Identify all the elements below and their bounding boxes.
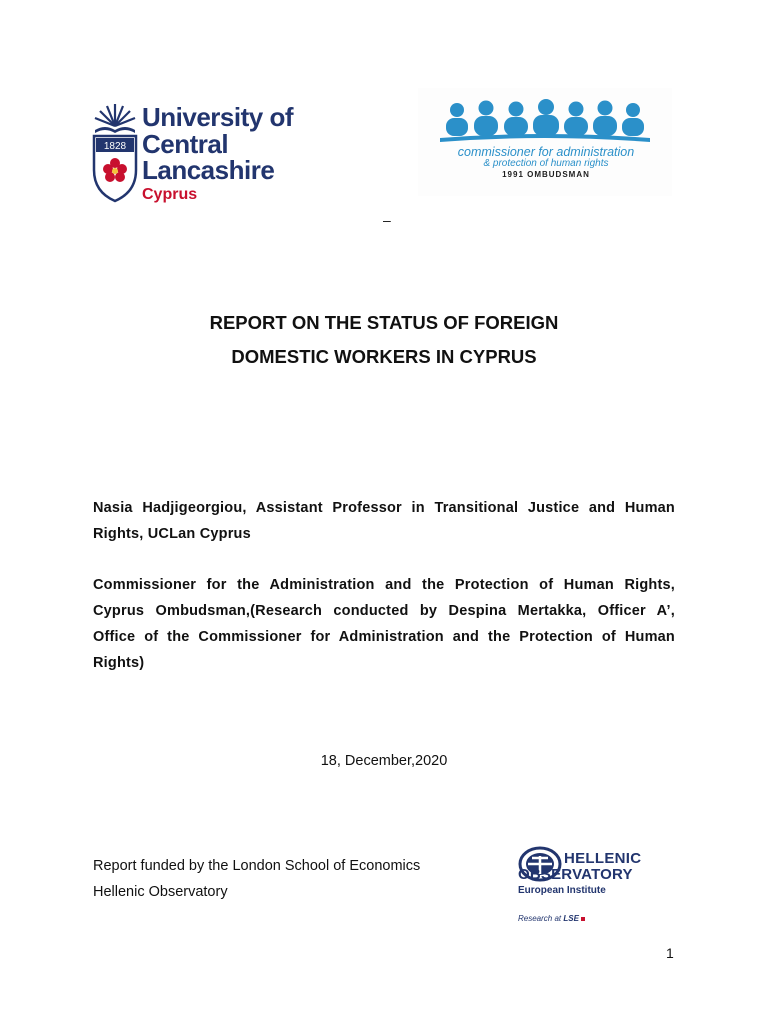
page-number: 1 — [666, 945, 674, 961]
funding-note — [93, 853, 420, 905]
author-1-line-2: Rights, UCLan Cyprus — [93, 526, 251, 542]
ombudsman-line-3: 1991 OMBUDSMAN — [502, 170, 590, 179]
research-prefix: Research at — [518, 914, 564, 923]
author-paragraph-1 — [93, 495, 675, 547]
author-paragraph-2 — [93, 572, 675, 676]
report-title — [60, 306, 708, 374]
dash-mark: – — [383, 212, 391, 228]
report-date: 18, December,2020 — [320, 753, 448, 769]
ombudsman-line-2: & protection of human rights — [483, 158, 609, 169]
hellenic-research-line — [518, 914, 585, 923]
funding-line-1: Report funded by the London School of Economics — [93, 858, 421, 874]
author-2-line-3: Office of the Commissioner for Administration and the Protection of Human — [93, 629, 675, 645]
hellenic-name-1: HELLENIC — [564, 850, 642, 867]
author-2-line-4: Rights) — [93, 655, 145, 671]
ombudsman-logo — [418, 88, 672, 196]
people-group-icon — [440, 96, 650, 148]
funding-line-2: Hellenic Observatory — [93, 884, 228, 900]
uclan-year: 1828 — [103, 141, 127, 152]
uclan-sub: Cyprus — [142, 185, 198, 203]
hellenic-sub: European Institute — [518, 885, 606, 896]
hellenic-wordmark — [518, 850, 642, 896]
author-2-line-1: Commissioner for the Administration and the Protection of Human Rights, — [93, 577, 675, 593]
lse-square-icon — [581, 917, 585, 921]
uclan-crest-icon — [90, 100, 140, 204]
hellenic-observatory-logo — [518, 846, 693, 926]
author-1-line-1: Nasia Hadjigeorgiou, Assistant Professor in Transitional Justice and Human — [93, 500, 675, 516]
author-2-line-2: Cyprus Ombudsman,(Research conducted by Despina Mertakka, Officer A’, — [93, 603, 675, 619]
uclan-wordmark — [142, 104, 320, 203]
uclan-logo — [90, 100, 320, 210]
ombudsman-line-1: commissioner for administration — [457, 145, 635, 159]
uclan-line-1: University of — [142, 102, 293, 132]
title-line-2: DOMESTIC WORKERS IN CYPRUS — [231, 346, 537, 367]
research-lse: LSE — [563, 914, 579, 923]
uclan-line-2: Central Lancashire — [142, 128, 275, 186]
hellenic-name-2: OBSERVATORY — [518, 866, 633, 883]
title-line-1: REPORT ON THE STATUS OF FOREIGN — [209, 312, 559, 333]
